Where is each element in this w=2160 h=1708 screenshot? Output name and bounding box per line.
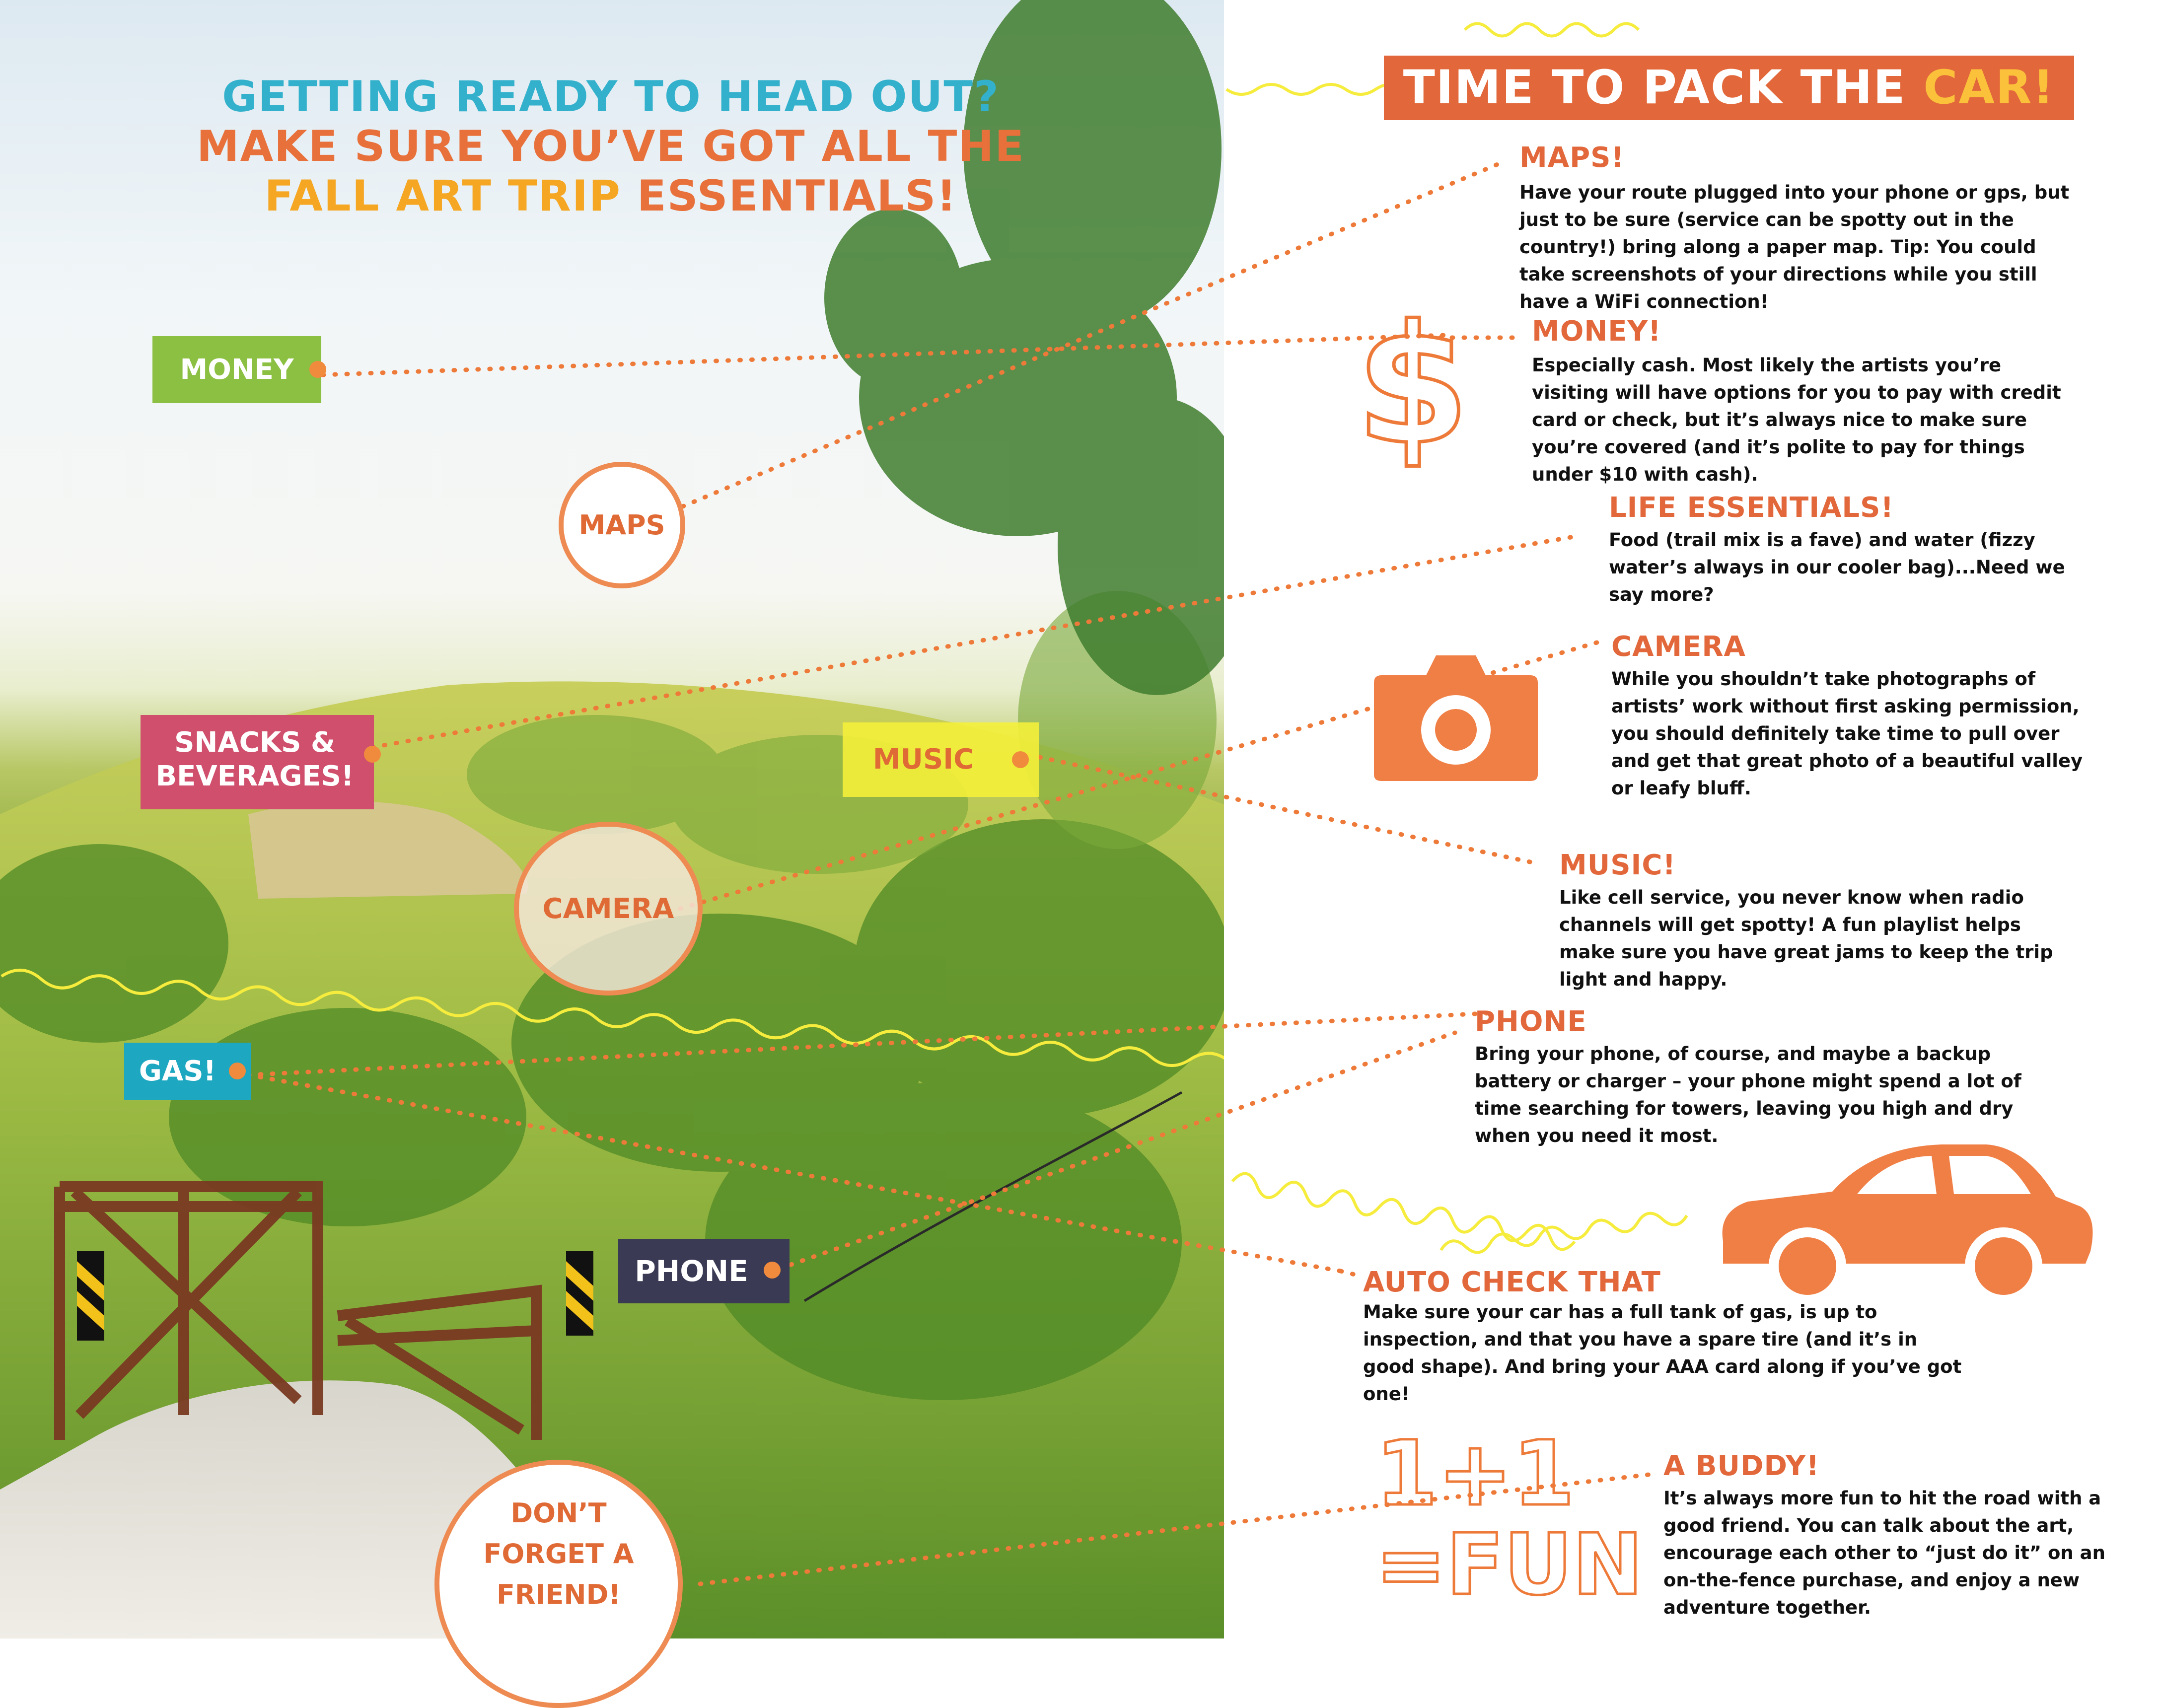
music-text: Like cell service, you never know when radio channels will get spotty! A fun playlist helps make sure you have great jams to keep the trip light and happy. xyxy=(1559,887,2053,990)
headline-line-2: MAKE SURE YOU’VE GOT ALL THE xyxy=(197,122,1025,171)
auto-check-heading: AUTO CHECK THAT xyxy=(1363,1266,1661,1298)
snacks-tag-dot xyxy=(364,746,381,763)
gas-tag-dot xyxy=(229,1063,246,1079)
maps-circle xyxy=(559,462,685,588)
phone-heading: PHONE xyxy=(1475,1005,1587,1038)
fun-line-2: =FUN xyxy=(1375,1516,1643,1614)
camera-circle xyxy=(514,822,703,996)
gas-tag-label: GAS! xyxy=(139,1055,216,1087)
headline-accent: FALL ART TRIP xyxy=(264,171,621,221)
snacks-tag-label: SNACKS & BEVERAGES! xyxy=(155,726,354,792)
title-accent: CAR! xyxy=(1923,61,2055,115)
snacks-tag xyxy=(141,715,374,809)
music-tag xyxy=(843,722,1039,797)
phone-tag-dot xyxy=(764,1262,781,1279)
maps-circle-label: MAPS xyxy=(578,509,665,541)
auto-check-text: Make sure your car has a full tank of gas, is up to inspection, and that you have a spare tire (and it’s in good shape). And bring your AAA card along if you’ve got one! xyxy=(1363,1301,1962,1405)
buddy-text: It’s always more fun to hit the road with a good friend. You can talk about the art, encourage each other to “just do it” on an on-the-fence purchase, and enjoy a new adventure together. xyxy=(1663,1488,2105,1618)
friend-circle xyxy=(434,1460,683,1708)
friend-circle-label: DON’T FORGET A FRIEND! xyxy=(483,1497,634,1610)
maps-text: Have your route plugged into your phone or gps, but just to be sure (service can be spotty out in the country!) bring along a paper map. Tip: You could take screenshots of your directions while you still have a WiFi connection! xyxy=(1519,182,2070,312)
headline-rest: ESSENTIALS! xyxy=(621,171,957,221)
headline-line-1: GETTING READY TO HEAD OUT? xyxy=(222,72,1000,122)
car-icon xyxy=(1708,1137,2095,1306)
money-text: Especially cash. Most likely the artists you’re visiting will have options for you to pay with credit card or check, but it’s always nice to make sure you’re covered (and it’s polite to pay for things under $10 with cash). xyxy=(1532,355,2061,485)
svg-text:$: $ xyxy=(1356,290,1470,481)
camera-circle-label: CAMERA xyxy=(542,892,674,925)
gas-tag xyxy=(124,1043,251,1100)
camera-heading: CAMERA xyxy=(1611,631,1746,663)
fun-equation-icon xyxy=(1370,1422,1643,1614)
pack-car-title xyxy=(1384,56,2074,120)
money-tag-dot xyxy=(309,361,326,378)
life-essentials-text: Food (trail mix is a fave) and water (fizzy water’s always in our cooler bag)...Need we say more? xyxy=(1609,529,2065,605)
title-main: TIME TO PACK THE xyxy=(1403,61,1924,115)
maps-heading: MAPS! xyxy=(1519,142,1624,174)
music-tag-dot xyxy=(1012,751,1029,768)
camera-icon xyxy=(1371,653,1540,782)
music-tag-label: MUSIC xyxy=(872,743,974,776)
buddy-heading: A BUDDY! xyxy=(1663,1450,1819,1482)
music-heading: MUSIC! xyxy=(1559,849,1676,881)
money-heading: MONEY! xyxy=(1532,315,1661,348)
dollar-icon xyxy=(1356,290,1470,481)
phone-tag xyxy=(618,1239,790,1303)
fun-line-1: 1+1 xyxy=(1375,1422,1575,1526)
camera-text: While you shouldn’t take photographs of artists’ work without first asking permission, you should definitely take time to pull over and get that great photo of a beautiful valley or leafy bluff. xyxy=(1611,668,2083,799)
phone-tag-label: PHONE xyxy=(635,1254,748,1288)
life-essentials-heading: LIFE ESSENTIALS! xyxy=(1609,492,1894,524)
phone-text: Bring your phone, of course, and maybe a backup battery or charger – your phone might spend a lot of time searching for towers, leaving you high and dry when you need it most. xyxy=(1475,1043,2021,1146)
money-tag-label: MONEY xyxy=(180,354,294,386)
money-tag xyxy=(152,336,321,403)
